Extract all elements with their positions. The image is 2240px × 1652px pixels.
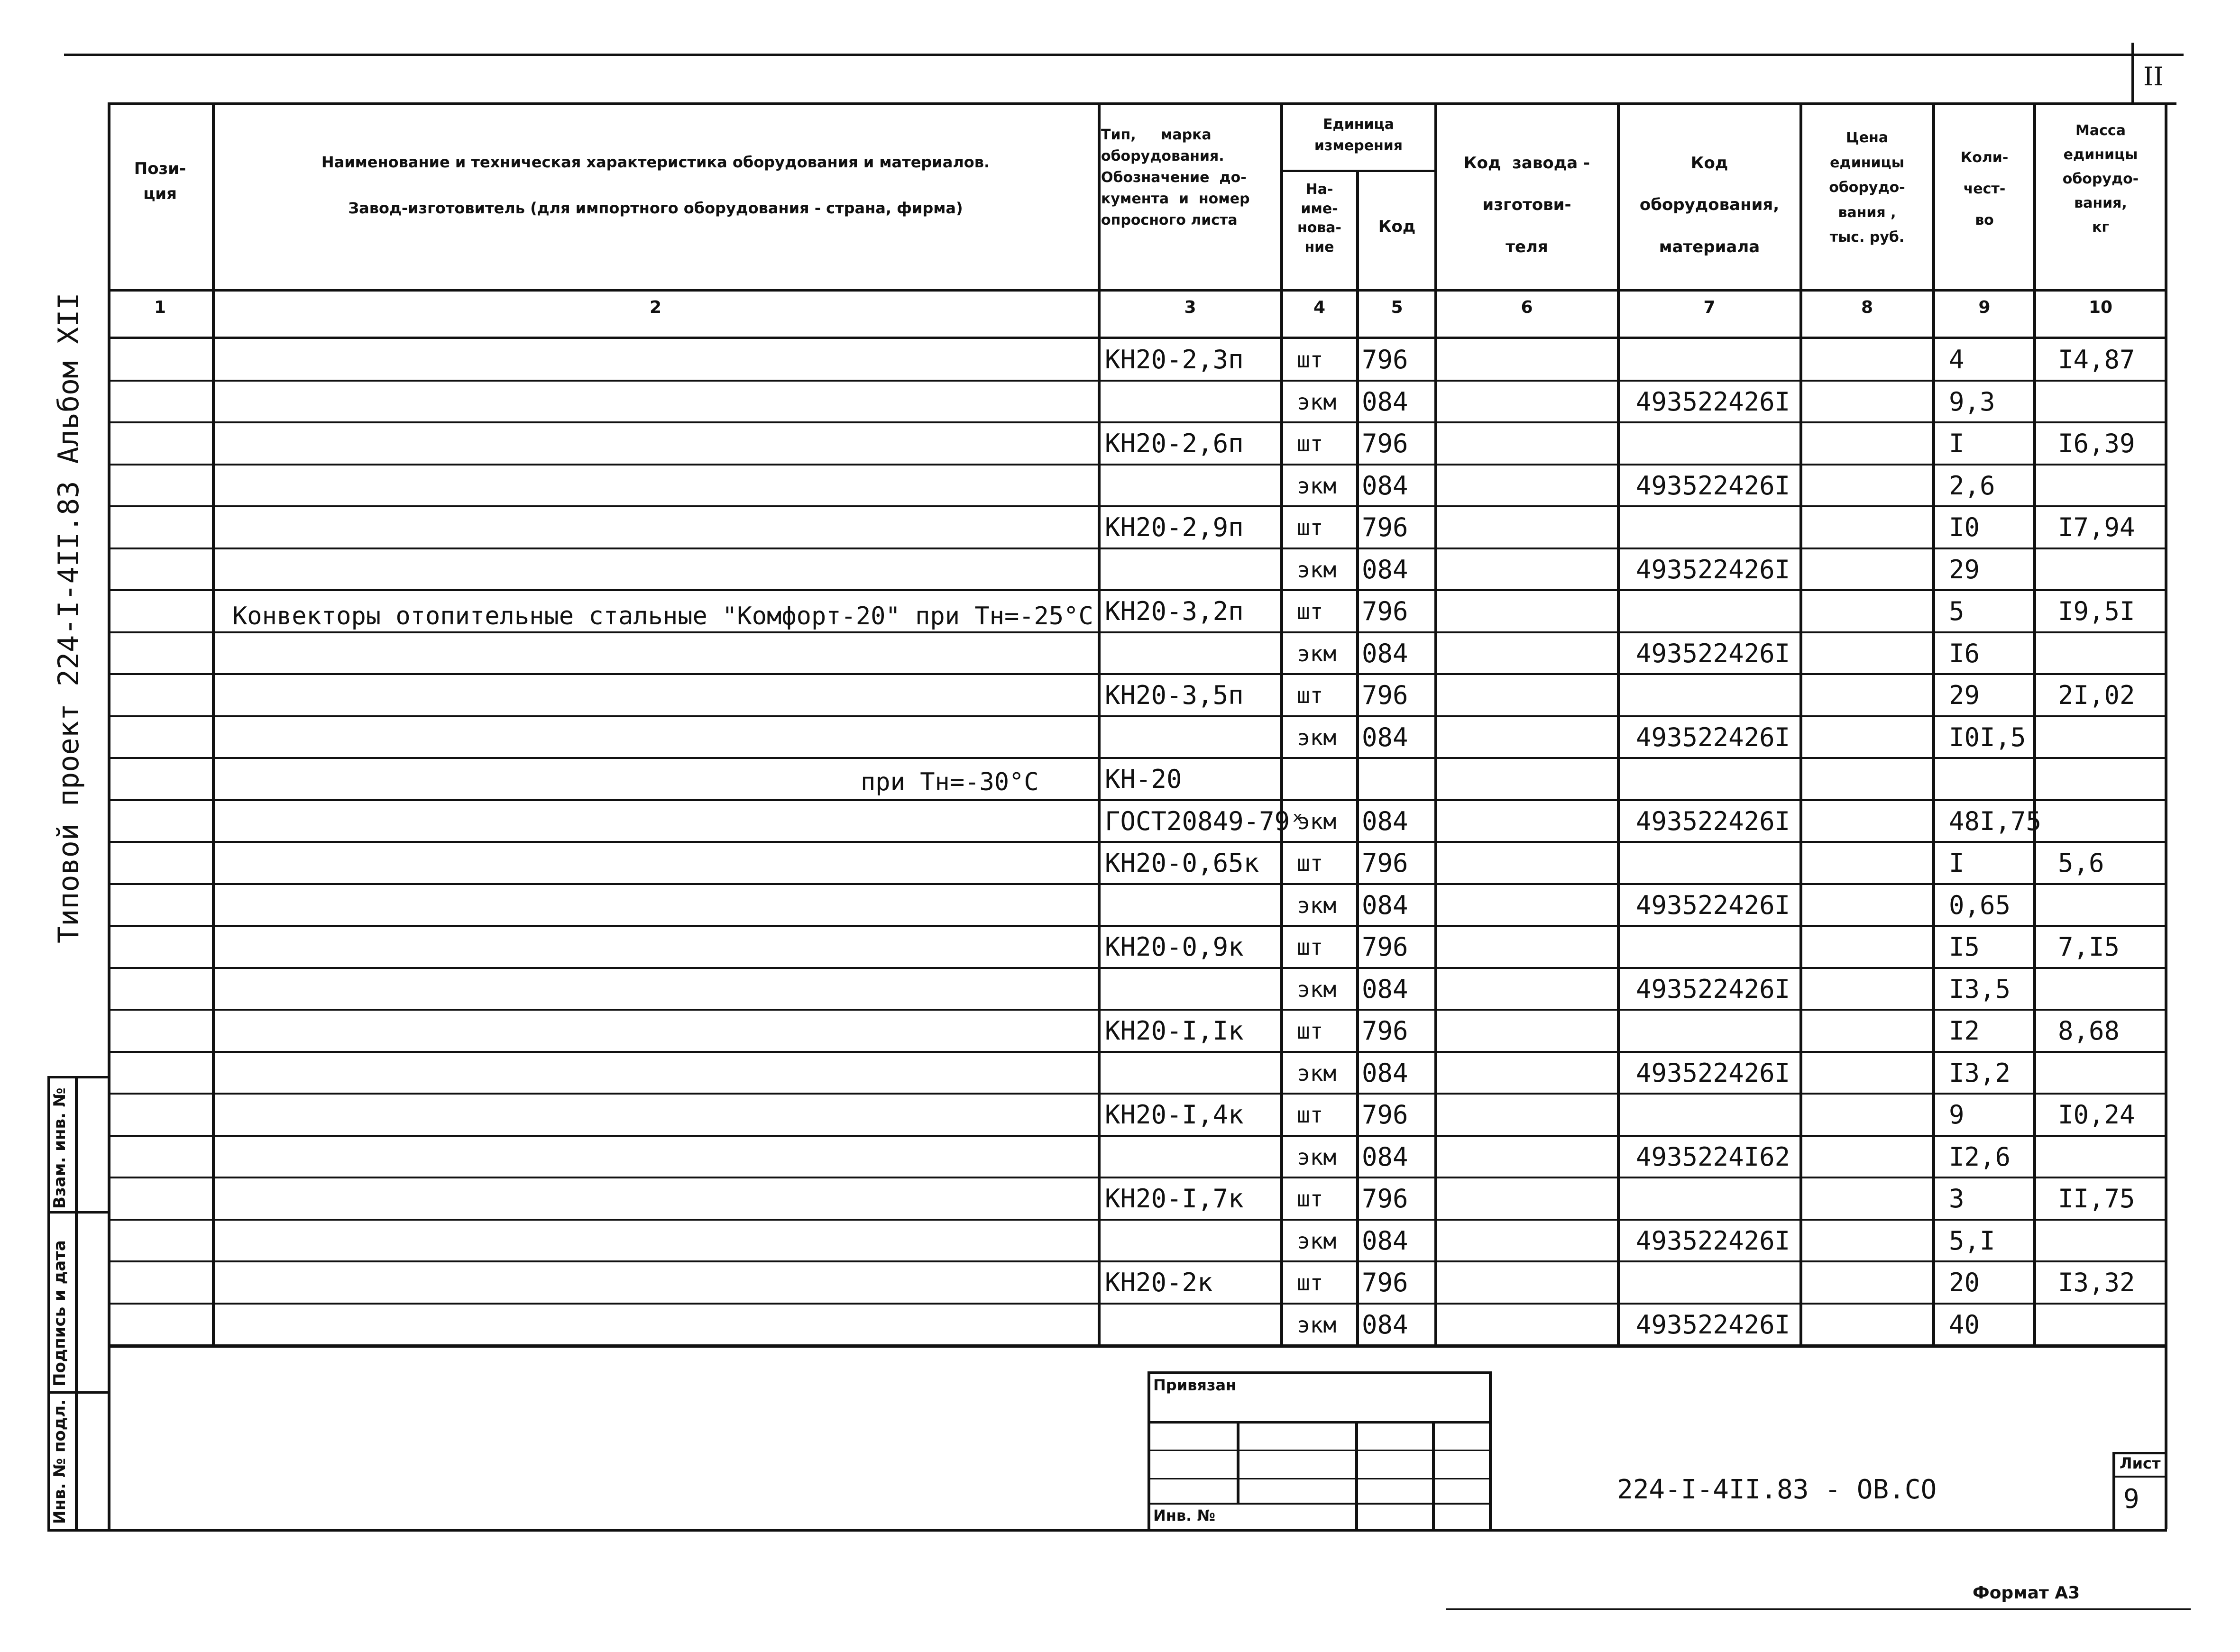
row-unit-code: 084 — [1362, 974, 1408, 1004]
section-label-25: Конвекторы отопительные стальные "Комфорт-20" при Тн=-25°С — [232, 602, 1093, 630]
row-mass: I0,24 — [2058, 1100, 2135, 1130]
row-quantity: 5 — [1949, 596, 1965, 626]
row-separator — [109, 841, 2167, 843]
row-quantity: 48I,75 — [1949, 806, 2042, 836]
row-unit-code: 796 — [1362, 932, 1408, 962]
row-type: КН20-2,3п — [1105, 345, 1244, 374]
section-label-30: при Тн=-30°С — [861, 768, 1039, 796]
row-quantity: I0 — [1949, 512, 1980, 542]
row-quantity: I0I,5 — [1949, 722, 2026, 752]
stamp-label-podpis: Подпись и дата — [50, 1240, 69, 1387]
row-unit-code: 796 — [1362, 848, 1408, 878]
row-mass: I9,5I — [2058, 596, 2135, 626]
row-separator — [109, 1051, 2167, 1053]
row-unit: экм — [1297, 808, 1337, 834]
row-separator — [109, 1177, 2167, 1178]
tb-row-4 — [1148, 1503, 1491, 1505]
row-unit-code: 796 — [1362, 345, 1408, 374]
row-type: КН20-3,5п — [1105, 680, 1244, 710]
row-unit: экм — [1297, 976, 1337, 1002]
row-unit-code: 084 — [1362, 638, 1408, 668]
row-unit-code: 796 — [1362, 512, 1408, 542]
header-unit-code: Код — [1378, 217, 1416, 236]
row-material-code: 493522426I — [1636, 1225, 1790, 1256]
col-line-3 — [1280, 102, 1283, 1348]
tb-col-2 — [1355, 1421, 1358, 1529]
header-quantity: Коли- чест- во — [1960, 149, 2009, 228]
row-quantity: I — [1949, 848, 1965, 878]
row-separator — [109, 1135, 2167, 1137]
row-unit: шт — [1297, 683, 1323, 708]
row-type: КН-20 — [1105, 764, 1182, 794]
row-separator — [109, 757, 2167, 759]
row-unit-code: 084 — [1362, 722, 1408, 752]
row-unit-code: 084 — [1362, 1141, 1408, 1172]
col-num-6: 6 — [1521, 298, 1533, 317]
row-separator — [109, 883, 2167, 885]
format-rule — [1446, 1608, 2191, 1610]
row-type: КН20-0,65к — [1105, 848, 1259, 878]
row-quantity: I — [1949, 429, 1965, 458]
row-separator — [109, 1219, 2167, 1221]
row-mass: II,75 — [2058, 1184, 2135, 1214]
row-unit: шт — [1297, 934, 1323, 960]
row-type: КН20-3,2п — [1105, 596, 1244, 626]
col-line-7 — [1799, 102, 1802, 1348]
row-unit-code: 796 — [1362, 429, 1408, 458]
row-material-code: 493522426I — [1636, 806, 1790, 836]
row-quantity: I2,6 — [1949, 1141, 2011, 1172]
col-line-6 — [1617, 102, 1620, 1348]
row-unit: экм — [1297, 473, 1337, 499]
row-quantity: 20 — [1949, 1268, 1980, 1297]
col-line-2 — [1098, 102, 1101, 1348]
table-top — [109, 102, 2167, 105]
row-separator — [109, 548, 2167, 549]
row-unit-code: 084 — [1362, 1058, 1408, 1088]
row-type: КН20-I,4к — [1105, 1100, 1244, 1130]
row-separator — [109, 631, 2167, 633]
row-quantity: 0,65 — [1949, 890, 2011, 920]
row-unit-code: 084 — [1362, 806, 1408, 836]
row-unit-code: 796 — [1362, 680, 1408, 710]
tb-col-1 — [1237, 1421, 1239, 1504]
tb-row-1 — [1148, 1421, 1491, 1424]
row-unit: шт — [1297, 599, 1323, 624]
row-unit-code: 084 — [1362, 470, 1408, 501]
row-unit-code: 796 — [1362, 1184, 1408, 1214]
col-num-10: 10 — [2088, 298, 2113, 317]
row-unit: шт — [1297, 515, 1323, 540]
row-unit: шт — [1297, 431, 1323, 456]
header-unit-name: На- име- нова- ние — [1297, 181, 1342, 256]
row-type: КН20-2,9п — [1105, 512, 1244, 542]
header-bottom — [109, 289, 2167, 292]
row-unit-code: 084 — [1362, 1225, 1408, 1256]
top-rule — [64, 54, 2184, 56]
row-separator — [109, 421, 2167, 423]
row-unit-code: 084 — [1362, 554, 1408, 584]
row-separator — [109, 799, 2167, 801]
row-material-code: 493522426I — [1636, 638, 1790, 668]
row-mass: I3,32 — [2058, 1268, 2135, 1297]
row-mass: 7,I5 — [2058, 932, 2120, 962]
row-material-code: 493522426I — [1636, 722, 1790, 752]
row-material-code: 493522426I — [1636, 1309, 1790, 1340]
row-type: КН20-0,9к — [1105, 932, 1244, 962]
row-unit: экм — [1297, 557, 1337, 583]
row-unit: шт — [1297, 347, 1323, 373]
row-type: КН20-2к — [1105, 1268, 1213, 1297]
col-line-1 — [212, 102, 215, 1348]
row-unit: экм — [1297, 1228, 1337, 1254]
tb-privyazan: Привязан — [1153, 1376, 1237, 1394]
row-separator — [109, 1260, 2167, 1262]
row-material-code: 493522426I — [1636, 1058, 1790, 1088]
row-material-code: 493522426I — [1636, 470, 1790, 501]
row-separator — [109, 715, 2167, 717]
row-quantity: 2,6 — [1949, 470, 1995, 501]
row-separator — [109, 464, 2167, 465]
sheet-bottom — [47, 1529, 2167, 1532]
sheet-corner-mark: II — [2143, 62, 2164, 91]
row-unit-code: 796 — [1362, 1016, 1408, 1046]
unit-split — [1280, 170, 1434, 172]
row-unit-code: 796 — [1362, 596, 1408, 626]
row-mass: 2I,02 — [2058, 680, 2135, 710]
row-separator — [109, 1009, 2167, 1011]
col-num-1: 1 — [154, 298, 166, 317]
row-unit-code: 796 — [1362, 1100, 1408, 1130]
stamp-label-inv: Инв. № подл. — [50, 1399, 69, 1524]
row-unit: экм — [1297, 892, 1337, 918]
col-line-8 — [1932, 102, 1935, 1348]
row-quantity: 5,I — [1949, 1225, 1995, 1256]
row-unit-code: 084 — [1362, 1309, 1408, 1340]
tb-row-3 — [1148, 1478, 1491, 1479]
row-unit: шт — [1297, 1270, 1323, 1296]
header-mass: Масса единицы оборудо- вания, кг — [2062, 122, 2139, 236]
col-line-5 — [1434, 102, 1437, 1348]
col-num-9: 9 — [1978, 298, 1991, 317]
row-type: ГОСТ20849-79ˣ — [1105, 806, 1305, 836]
row-unit-code: 796 — [1362, 1268, 1408, 1297]
list-number: 9 — [2123, 1484, 2139, 1515]
header-name-line1: Наименование и техническая характеристика оборудования и материалов. — [321, 153, 990, 171]
row-quantity: I2 — [1949, 1016, 1980, 1046]
document-code: 224-I-4II.83 - ОВ.СО — [1617, 1474, 1937, 1505]
row-separator — [109, 589, 2167, 591]
row-unit-code: 084 — [1362, 386, 1408, 417]
row-separator — [109, 505, 2167, 507]
row-material-code: 493522426I — [1636, 890, 1790, 920]
col-num-4: 4 — [1313, 298, 1326, 317]
row-mass: I4,87 — [2058, 345, 2135, 374]
col-num-5: 5 — [1391, 298, 1403, 317]
row-quantity: 9,3 — [1949, 386, 1995, 417]
row-quantity: 4 — [1949, 345, 1965, 374]
row-separator — [109, 1093, 2167, 1095]
row-separator — [109, 673, 2167, 675]
col-num-8: 8 — [1861, 298, 1873, 317]
row-separator — [109, 1303, 2167, 1305]
row-type: КН20-2,6п — [1105, 429, 1244, 458]
tb-row-2 — [1148, 1450, 1491, 1451]
row-quantity: I6 — [1949, 638, 1980, 668]
row-unit: экм — [1297, 1312, 1337, 1338]
col-num-3: 3 — [1184, 298, 1196, 317]
stamp-label-vzam: Взам. инв. № — [50, 1087, 69, 1209]
row-quantity: 29 — [1949, 554, 1980, 584]
row-unit: экм — [1297, 389, 1337, 415]
row-type: КН20-I,Iк — [1105, 1016, 1244, 1046]
row-separator — [109, 967, 2167, 969]
header-name-line2: Завод-изготовитель (для импортного оборудования - страна, фирма) — [348, 199, 963, 217]
row-quantity: 3 — [1949, 1184, 1965, 1214]
row-unit: шт — [1297, 850, 1323, 876]
stamp-mid — [75, 1076, 78, 1529]
row-mass: I6,39 — [2058, 429, 2135, 458]
header-equipment-code: Код оборудования, материала — [1639, 154, 1780, 256]
row-unit: шт — [1297, 1018, 1323, 1044]
tb-col-3 — [1432, 1421, 1435, 1529]
row-quantity: I3,5 — [1949, 974, 2011, 1004]
row-separator — [109, 1344, 2167, 1346]
row-material-code: 493522426I — [1636, 974, 1790, 1004]
row-quantity: 29 — [1949, 680, 1980, 710]
row-quantity: 9 — [1949, 1100, 1965, 1130]
row-unit: экм — [1297, 724, 1337, 750]
row-quantity: I3,2 — [1949, 1058, 2011, 1088]
row-mass: 8,68 — [2058, 1016, 2120, 1046]
header-unit-group: Единица измерения — [1314, 116, 1403, 154]
row-mass: 5,6 — [2058, 848, 2104, 878]
header-position: Пози- ция — [134, 159, 186, 203]
row-unit: экм — [1297, 1144, 1337, 1170]
row-material-code: 493522426I — [1636, 554, 1790, 584]
stamp-sep-2 — [47, 1391, 109, 1394]
list-label: Лист — [2120, 1454, 2161, 1472]
side-album-title: Типовой проект 224-I-4II.83 Альбом XII — [52, 292, 85, 943]
stamp-top — [47, 1076, 109, 1078]
row-quantity: I5 — [1949, 932, 1980, 962]
format-label: Формат А3 — [1973, 1583, 2080, 1603]
col-num-7: 7 — [1703, 298, 1716, 317]
list-box-mid — [2112, 1476, 2167, 1478]
corner-box-left — [2131, 43, 2134, 105]
row-material-code: 4935224I62 — [1636, 1141, 1790, 1172]
header-factory-code: Код завода - изготови- теля — [1463, 154, 1590, 256]
row-unit: экм — [1297, 640, 1337, 666]
col-line-9 — [2033, 102, 2036, 1348]
row-unit-code: 084 — [1362, 890, 1408, 920]
header-type: Тип, марка оборудования. Обозначение до- кумента и номер опросного листа — [1101, 127, 1250, 228]
stamp-sep-1 — [47, 1211, 109, 1214]
header-price: Цена единицы оборудо- вания , тыс. руб. — [1829, 129, 1905, 246]
row-separator — [109, 380, 2167, 382]
tb-top — [1148, 1371, 1491, 1374]
row-mass: I7,94 — [2058, 512, 2135, 542]
col-num-2: 2 — [649, 298, 662, 317]
row-material-code: 493522426I — [1636, 386, 1790, 417]
row-unit: экм — [1297, 1060, 1337, 1086]
row-type: КН20-I,7к — [1105, 1184, 1244, 1214]
row-unit: шт — [1297, 1102, 1323, 1128]
list-box-left — [2112, 1452, 2115, 1529]
row-quantity: 40 — [1949, 1309, 1980, 1340]
tb-inv-no: Инв. № — [1153, 1506, 1215, 1524]
row-separator — [109, 925, 2167, 927]
colnum-bottom — [109, 337, 2167, 339]
row-unit: шт — [1297, 1186, 1323, 1212]
